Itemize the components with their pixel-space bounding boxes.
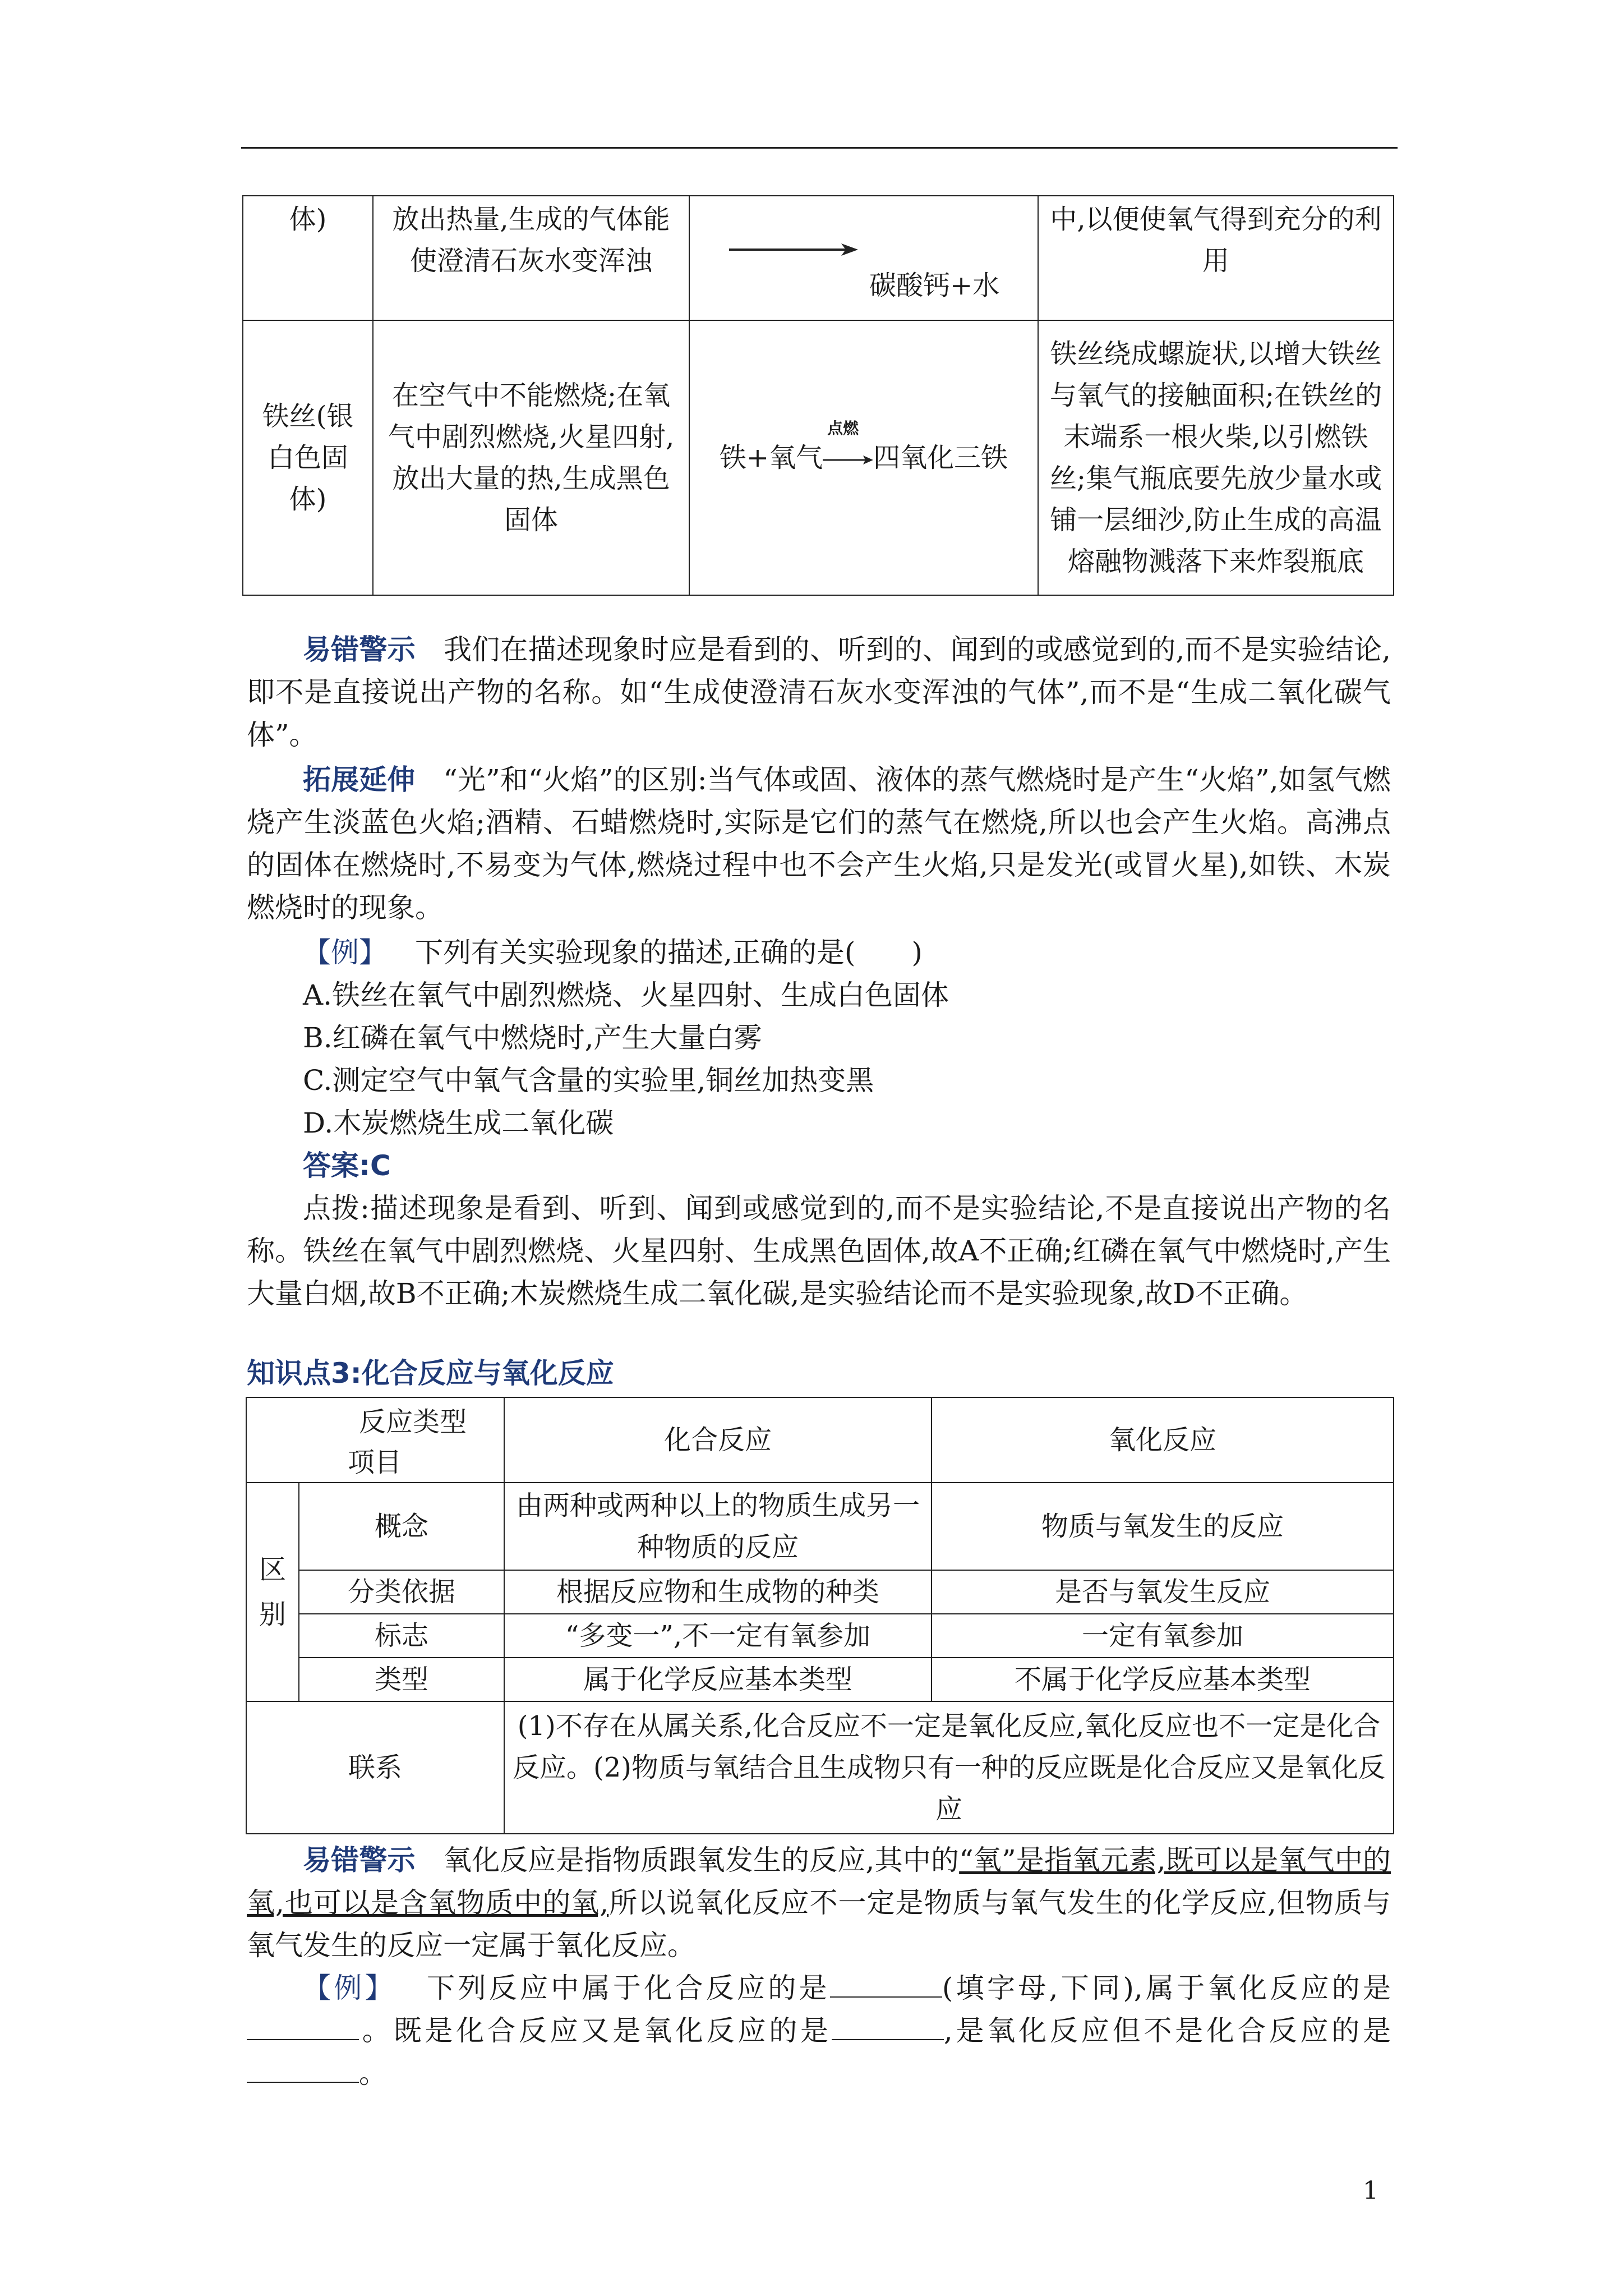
row-name: 分类依据 [299, 1570, 504, 1614]
note-cell: 铁丝绕成螺旋状,以增大铁丝与氧气的接触面积;在铁丝的末端系一根火柴,以引燃铁丝;集气瓶底要先放少量水或铺一层细沙,防止生成的高温熔融物溅落下来炸裂瓶底 [1038, 320, 1394, 595]
products-text: 四氧化三铁 [873, 442, 1008, 473]
page-number: 1 [1363, 2177, 1378, 2205]
equation-cell [689, 320, 1038, 595]
answer-blank-1[interactable] [830, 1970, 942, 1998]
example-label: 【例】 [303, 1972, 396, 2004]
answer-blank-4[interactable] [247, 2055, 359, 2083]
header-rule [241, 147, 1398, 149]
table-row [246, 1701, 1394, 1834]
table-row [243, 196, 1394, 320]
option-b: B.红磷在氧气中燃烧时,产生大量白雾 [303, 1022, 762, 1054]
row-name: 类型 [299, 1658, 504, 1701]
arrow-icon [729, 241, 858, 258]
table-row [246, 1570, 1394, 1614]
combination-cell: “多变一”,不一定有氧参加 [504, 1614, 932, 1658]
table-row [243, 320, 1394, 595]
oxidation-cell: 不属于化学反应基本类型 [932, 1658, 1394, 1701]
example-2 [247, 1967, 1391, 2095]
reaction-comparison-table [246, 1397, 1394, 1834]
condition-text: 点燃 [827, 419, 859, 438]
arrow-icon [823, 453, 873, 467]
answer: 答案:C [303, 1149, 391, 1182]
warning-text: 氧化反应是指物质跟氧发生的反应,其中的 [443, 1844, 960, 1876]
example-label: 【例】 [303, 936, 387, 969]
header-type: 反应类型 [359, 1406, 467, 1438]
answer-blank-3[interactable] [832, 2012, 944, 2040]
combustion-table [242, 195, 1394, 596]
extension-text: “光”和“火焰”的区别:当气体或固、液体的蒸气燃烧时是产生“火焰”,如氢气燃烧产生淡蓝色火焰;酒精、石蜡燃烧时,实际是它们的蒸气在燃烧,所以也会产生火焰。高沸点的固体在燃烧时,不易变为气体,燃烧过程中也不会产生火焰,只是发光(或冒火星),如铁、木炭燃烧时的现象。 [247, 763, 1391, 924]
phenomenon-cell: 在空气中不能燃烧;在氧气中剧烈燃烧,火星四射,放出大量的热,生成黑色固体 [373, 320, 689, 595]
example-question [303, 931, 923, 974]
underlined-text: “氧”是指氧元素,既可以是氧气中的氧,也可以是含氧物质中的氧, [247, 1844, 1391, 1919]
hint: 点拨:描述现象是看到、听到、闻到或感觉到的,而不是实验结论,不是直接说出产物的名称。铁丝在氧气中剧烈燃烧、火星四射、生成黑色固体,故A不正确;红磷在氧气中燃烧时,产生大量白烟,故B不正确;木炭燃烧生成二氧化碳,是实验结论而不是实验现象,故D不正确。 [247, 1192, 1391, 1310]
extension-note [247, 758, 1391, 929]
reaction-arrow [823, 419, 873, 478]
example-text: 。既是化合反应又是氧化反应的是 [359, 2014, 832, 2047]
header-item: 项目 [348, 1447, 402, 1478]
product-text: 碳酸钙+水 [869, 270, 1000, 301]
oxidation-cell: 一定有氧参加 [932, 1614, 1394, 1658]
example-text: 下列反应中属于化合反应的是 [423, 1972, 830, 2004]
row-name: 概念 [299, 1483, 504, 1570]
group-label: 区别 [259, 1554, 286, 1630]
option-a: A.铁丝在氧气中剧烈燃烧、火星四射、生成白色固体 [303, 979, 949, 1011]
option-d: D.木炭燃烧生成二氧化碳 [303, 1107, 614, 1139]
phenomenon-cell: 放出热量,生成的气体能使澄清石灰水变浑浊 [373, 196, 689, 320]
extension-label: 拓展延伸 [303, 763, 416, 796]
equation-cell [689, 196, 1038, 320]
warning-text: 我们在描述现象时应是看到的、听到的、闻到的或感觉到的,而不是实验结论,即不是直接说出产物的名称。如“生成使澄清石灰水变浑浊的气体”,而不是“生成二氧化碳气体”。 [247, 633, 1391, 751]
option-c: C.测定空气中氧气含量的实验里,铜丝加热变黑 [303, 1064, 874, 1097]
warning-text-cont: 所以说氧化反应不一定是物质与氧气发生的化学反应,但物质与氧气发生的反应一定属于氧化反应。 [247, 1887, 1391, 1962]
substance-cell: 铁丝(银白色固体) [243, 320, 373, 595]
error-warning-2 [247, 1839, 1391, 1967]
combination-cell: 由两种或两种以上的物质生成另一种物质的反应 [504, 1483, 932, 1570]
substance-cell: 体) [243, 196, 373, 320]
example-text: ,是氧化反应但不是化合反应的是 [943, 2014, 1391, 2047]
reactants-text: 铁+氧气 [719, 442, 823, 473]
combination-cell: 属于化学反应基本类型 [504, 1658, 932, 1701]
table-row [246, 1483, 1394, 1570]
group-cell [246, 1483, 299, 1701]
section-title: 知识点3:化合反应与氧化反应 [247, 1357, 614, 1389]
table-header-row [246, 1397, 1394, 1483]
oxidation-cell: 物质与氧发生的反应 [932, 1483, 1394, 1570]
header-combination: 化合反应 [504, 1397, 932, 1483]
example-text: 。 [359, 2057, 387, 2090]
note-cell: 中,以便使氧气得到充分的利用 [1038, 196, 1394, 320]
table-row [246, 1614, 1394, 1658]
row-name: 标志 [299, 1614, 504, 1658]
question-text: 下列有关实验现象的描述,正确的是( ) [415, 936, 923, 969]
diagonal-header-cell [246, 1397, 504, 1483]
example-text: (填字母,下同),属于氧化反应的是 [942, 1972, 1391, 2004]
header-oxidation: 氧化反应 [932, 1397, 1394, 1483]
row-name: 联系 [246, 1701, 504, 1834]
table-row [246, 1658, 1394, 1701]
relation-cell: (1)不存在从属关系,化合反应不一定是氧化反应,氧化反应也不一定是化合反应。(2)物质与氧结合且生成物只有一种的反应既是化合反应又是氧化反应 [504, 1701, 1394, 1834]
answer-blank-2[interactable] [247, 2012, 359, 2040]
combination-cell: 根据反应物和生成物的种类 [504, 1570, 932, 1614]
error-warning [247, 628, 1391, 756]
oxidation-cell: 是否与氧发生反应 [932, 1570, 1394, 1614]
warning-label: 易错警示 [303, 1844, 416, 1876]
warning-label: 易错警示 [303, 633, 416, 666]
